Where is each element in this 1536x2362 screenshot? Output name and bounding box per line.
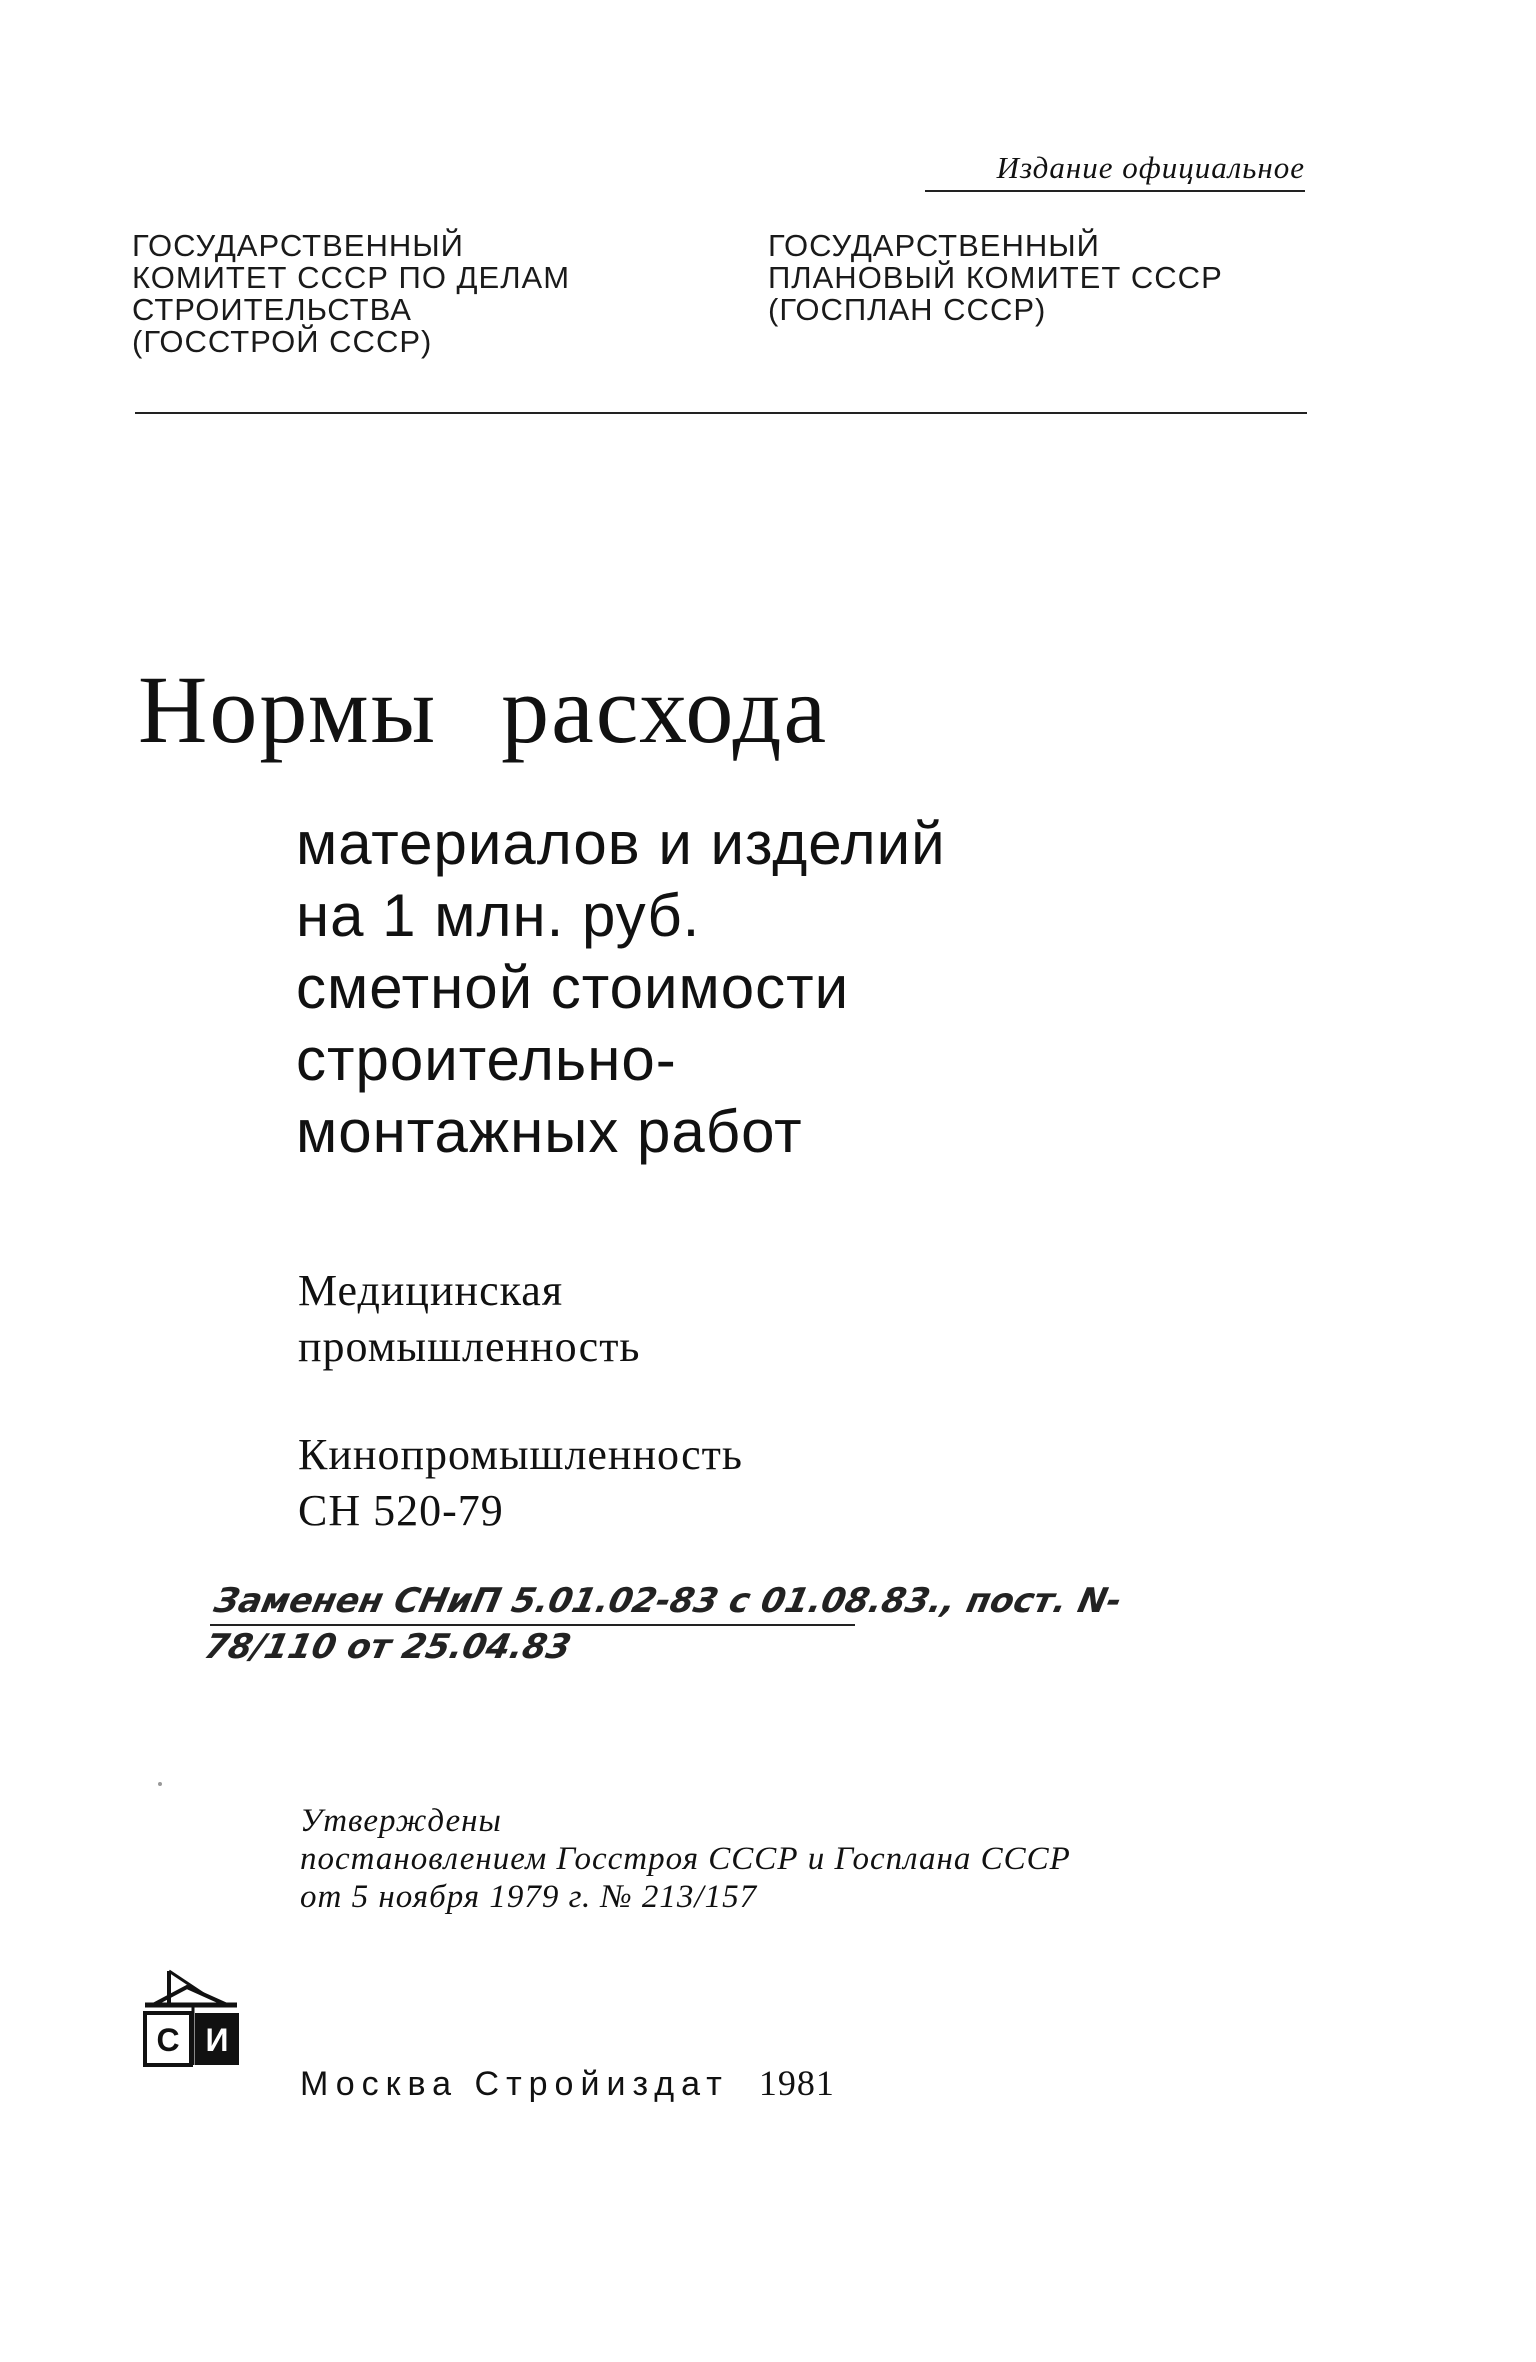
approval-note <box>300 1802 1071 1916</box>
approval-line: от 5 ноября 1979 г. № 213/157 <box>300 1879 758 1915</box>
document-title <box>138 656 829 763</box>
issuer-right-line: ПЛАНОВЫЙ КОМИТЕТ СССР <box>768 260 1223 295</box>
industry-line: промышленность <box>298 1322 641 1371</box>
approval-line: постановлением Госстроя СССР и Госплана СССР <box>300 1841 1071 1877</box>
speck <box>158 1782 162 1786</box>
publisher-name: Москва Стройиздат <box>300 2065 729 2103</box>
title-word: Нормы <box>138 656 438 763</box>
industry-section <box>298 1263 743 1539</box>
publication-year: 1981 <box>758 2063 835 2103</box>
subtitle-line: строительно- <box>296 1026 677 1093</box>
title-word: расхода <box>501 656 829 763</box>
stroyizdat-logo-icon <box>135 1965 247 2073</box>
subtitle-line: материалов и изделий <box>296 810 946 877</box>
subtitle-line: сметной стоимости <box>296 954 850 1021</box>
logo-letter: С <box>156 2022 180 2058</box>
norm-code: СН 520-79 <box>298 1486 504 1535</box>
issuer-left-line: (ГОССТРОЙ СССР) <box>132 324 433 359</box>
handwritten-underline <box>210 1622 860 1628</box>
handwritten-line: Заменен СНиП 5.01.02-83 с 01.08.83., пост. N- <box>210 1581 1126 1621</box>
issuer-left-line: ГОСУДАРСТВЕННЫЙ <box>132 228 464 263</box>
issuer-left-line: СТРОИТЕЛЬСТВА <box>132 292 412 327</box>
publisher-imprint <box>300 2062 835 2104</box>
subtitle-line: монтажных работ <box>296 1098 803 1165</box>
subtitle-line: на 1 млн. руб. <box>296 882 701 949</box>
edition-note: Издание официальное <box>925 150 1305 192</box>
industry-line: Кинопромышленность <box>298 1430 743 1479</box>
issuer-right-line: ГОСУДАРСТВЕННЫЙ <box>768 228 1100 263</box>
handwritten-line: 78/110 от 25.04.83 <box>200 1627 575 1667</box>
issuer-gosstroy <box>132 230 570 358</box>
industry-line: Медицинская <box>298 1266 564 1315</box>
logo-letter: И <box>205 2022 229 2058</box>
issuer-left-line: КОМИТЕТ СССР ПО ДЕЛАМ <box>132 260 571 295</box>
issuer-right-line: (ГОСПЛАН СССР) <box>768 292 1047 327</box>
issuer-gosplan <box>768 230 1223 326</box>
approval-line: Утверждены <box>300 1803 502 1839</box>
header-divider <box>135 412 1307 414</box>
document-subtitle <box>296 808 946 1168</box>
